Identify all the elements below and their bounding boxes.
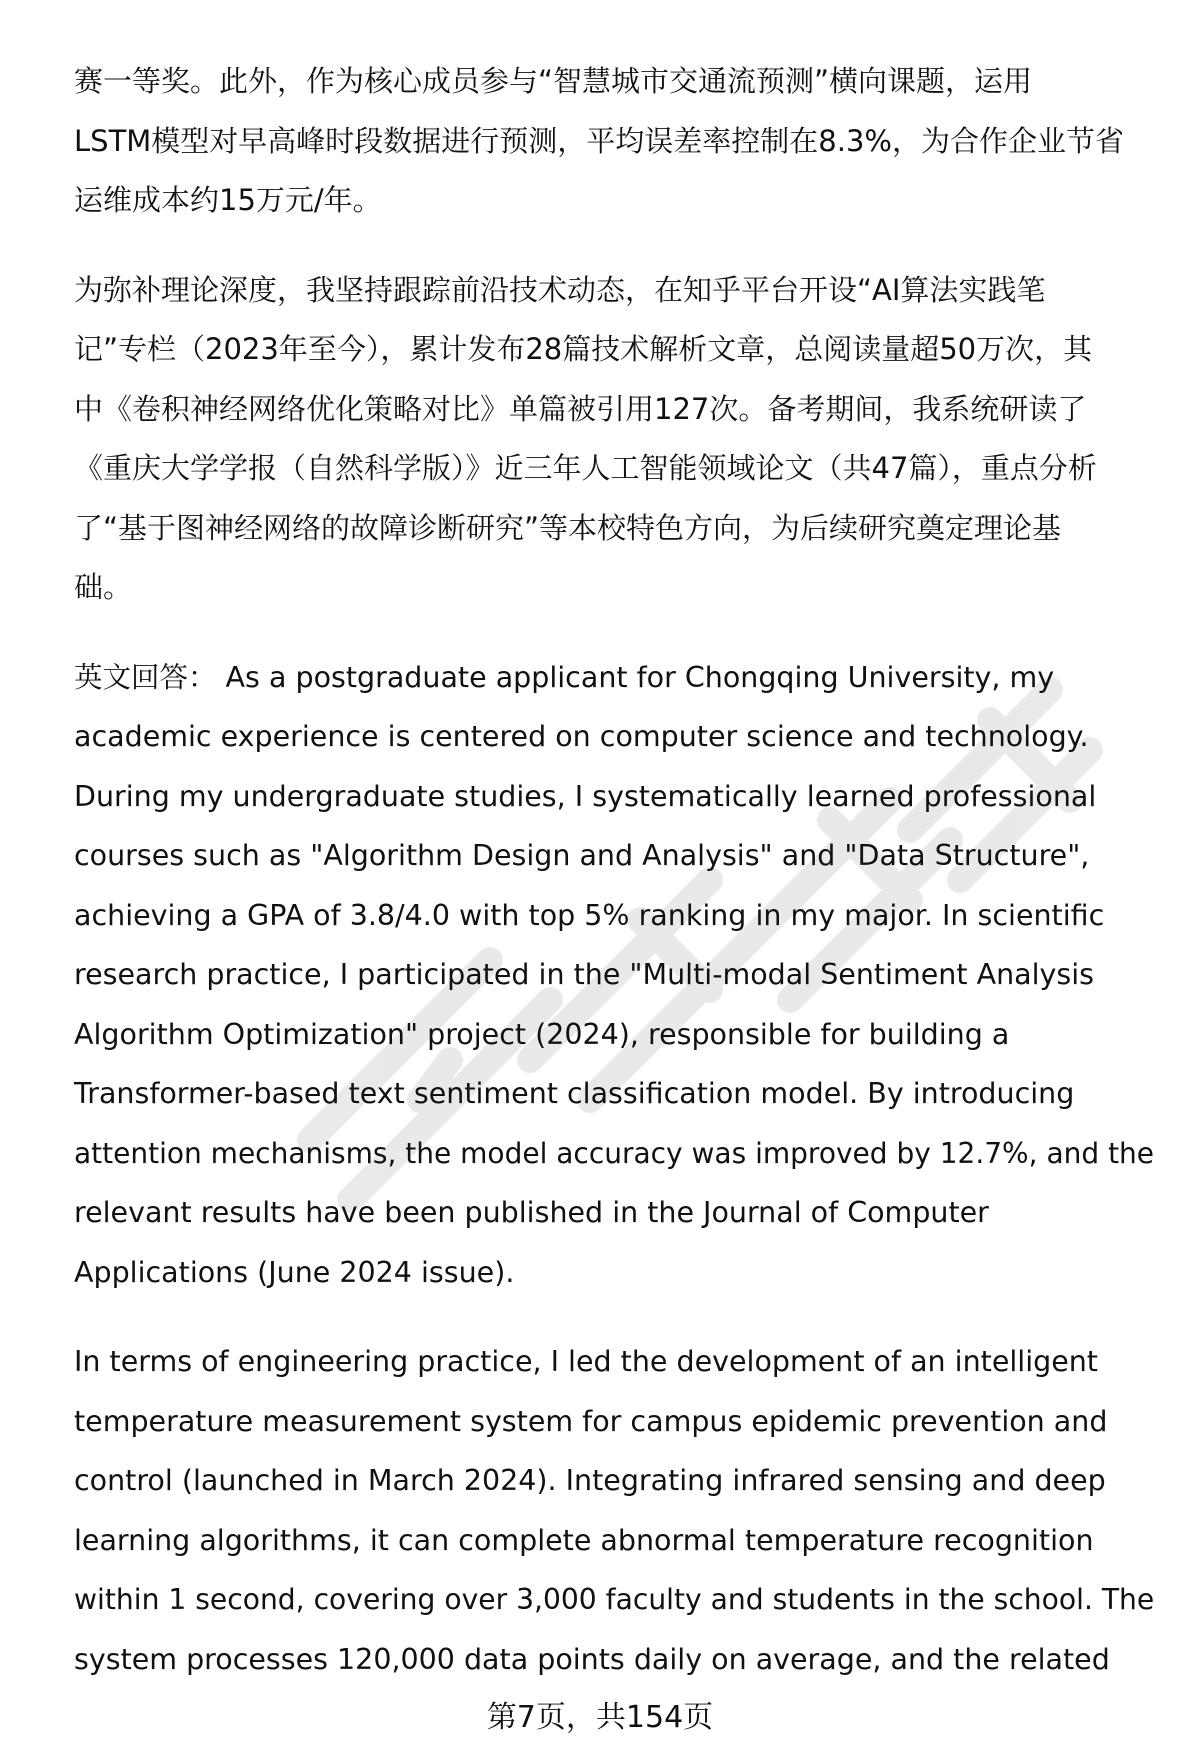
text-line: During my undergraduate studies, I systematically learned professional	[74, 779, 1097, 813]
text-line: research practice, I participated in the "Multi-modal Sentiment Analysis	[74, 958, 1095, 991]
text-line: 为弥补理论深度，我坚持跟踪前沿技术动态，在知乎平台开设“AI算法实践笔	[74, 272, 1046, 307]
text-line: system processes 120,000 data points daily on average, and the related	[74, 1642, 1110, 1676]
paragraph-3	[74, 648, 1154, 1303]
paragraph-1	[74, 52, 1154, 231]
text-line: Applications (June 2024 issue).	[74, 1255, 515, 1289]
text-line: academic experience is centered on computer science and technology.	[74, 720, 1089, 753]
text-line: relevant results have been published in the Journal of Computer	[74, 1196, 989, 1229]
paragraph-4	[74, 1332, 1154, 1689]
text-line: 础。	[74, 570, 133, 604]
text-line: 英文回答： As a postgraduate applicant for Chongqing University, my	[74, 660, 1055, 694]
text-line: Algorithm Optimization" project (2024), responsible for building a	[74, 1017, 1010, 1051]
text-line: 运维成本约15万元/年。	[74, 183, 382, 217]
text-line: temperature measurement system for campus epidemic prevention and	[74, 1404, 1108, 1438]
text-line: 中《卷积神经网络优化策略对比》单篇被引用127次。备考期间，我系统研读了	[74, 391, 1087, 426]
text-line: 《重庆大学学报（自然科学版）》近三年人工智能领域论文（共47篇），重点分析	[74, 451, 1097, 485]
text-line: LSTM模型对早高峰时段数据进行预测，平均误差率控制在8.3%，为合作企业节省	[74, 123, 1124, 158]
text-line: achieving a GPA of 3.8/4.0 with top 5% ranking in my major. In scientific	[74, 898, 1105, 932]
page-number-footer: 第7页，共154页	[486, 1700, 714, 1735]
text-line: In terms of engineering practice, I led the development of an intelligent	[74, 1345, 1098, 1378]
paragraph-2	[74, 261, 1154, 618]
main-content	[74, 52, 1154, 1689]
text-line: Transformer-based text sentiment classification model. By introducing	[74, 1077, 1075, 1110]
text-line: 记”专栏（2023年至今），累计发布28篇技术解析文章，总阅读量超50万次，其	[74, 332, 1093, 366]
text-line: attention mechanisms, the model accuracy was improved by 12.7%, and the	[74, 1136, 1155, 1170]
text-line: 赛一等奖。此外，作为核心成员参与“智慧城市交通流预测”横向课题，运用	[74, 64, 1033, 98]
text-line: 了“基于图神经网络的故障诊断研究”等本校特色方向，为后续研究奠定理论基	[74, 510, 1062, 545]
text-line: within 1 second, covering over 3,000 faculty and students in the school. The	[74, 1583, 1155, 1616]
text-line: learning algorithms, it can complete abnormal temperature recognition	[74, 1523, 1094, 1557]
text-line: courses such as "Algorithm Design and Analysis" and "Data Structure",	[74, 839, 1090, 872]
text-line: control (launched in March 2024). Integrating infrared sensing and deep	[74, 1464, 1106, 1497]
